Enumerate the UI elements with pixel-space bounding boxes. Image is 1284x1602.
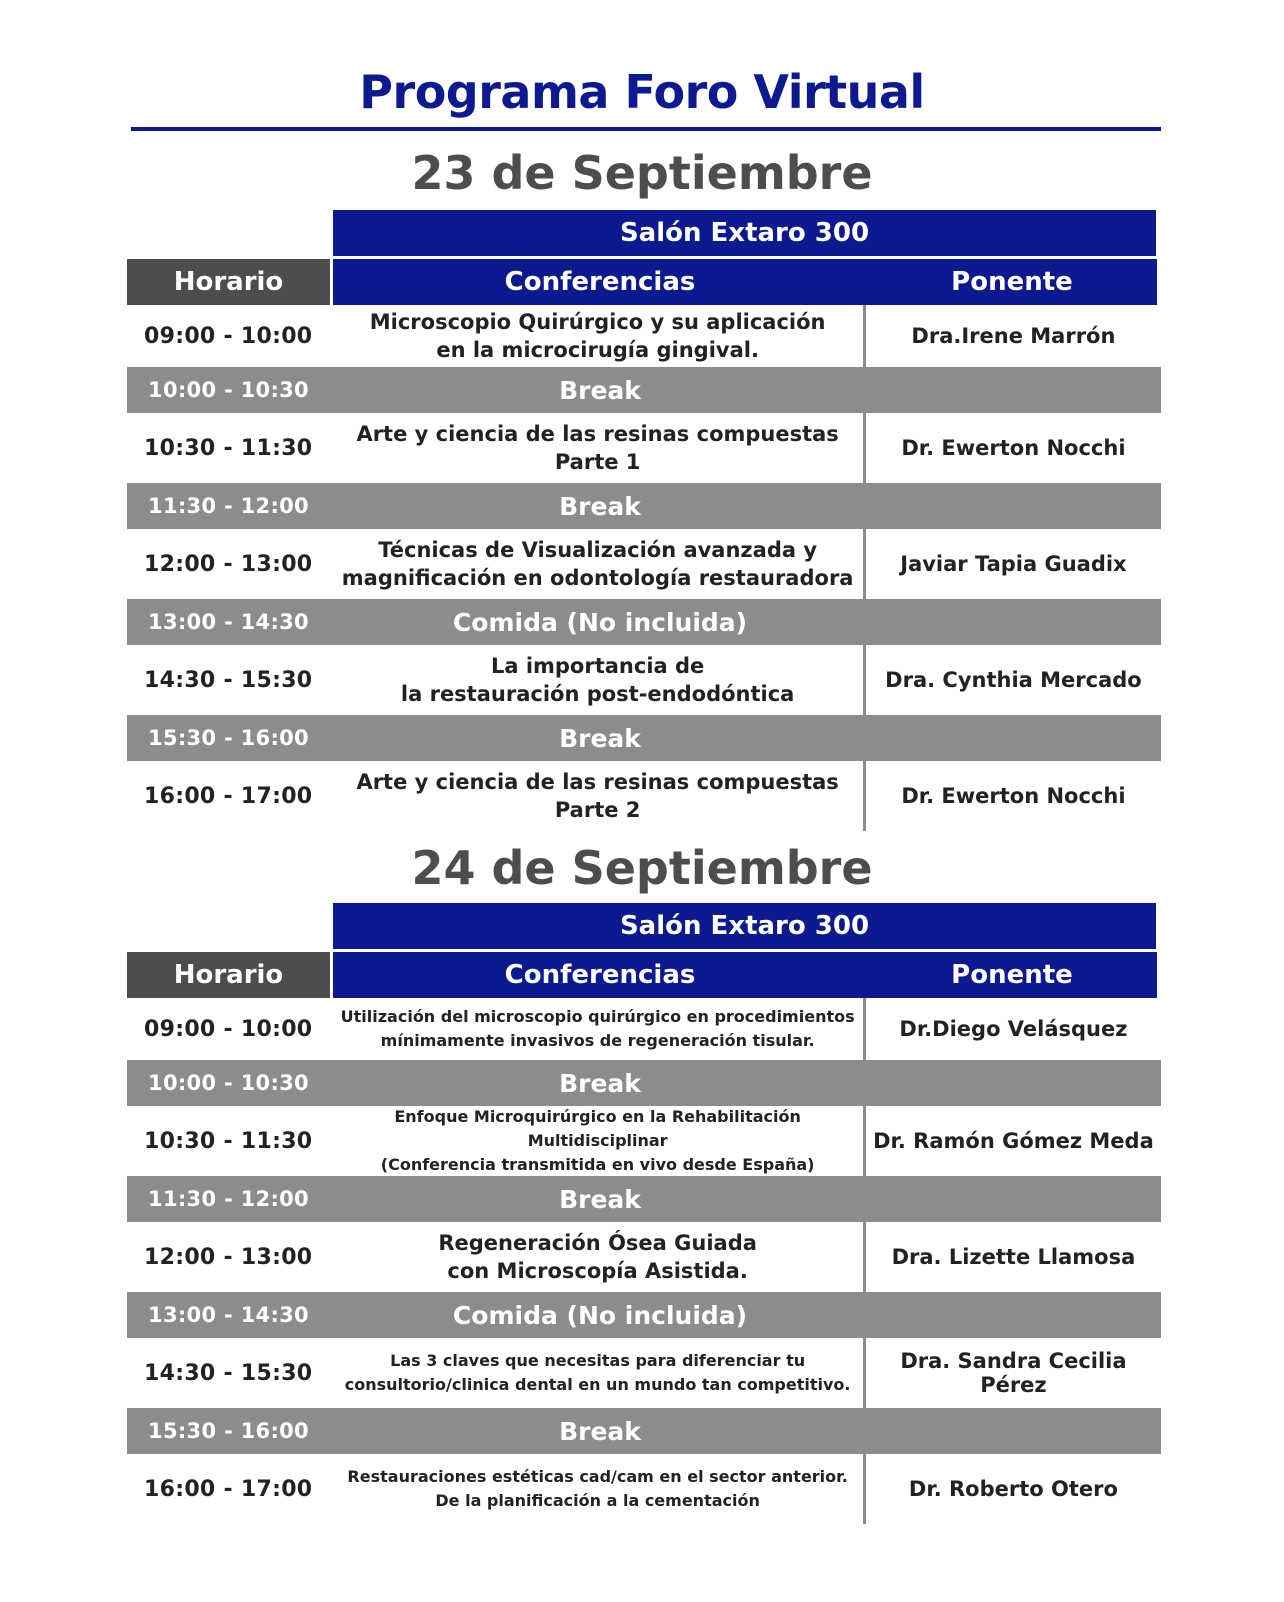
time-cell: 16:00 - 17:00: [144, 783, 313, 809]
header-horario: Horario: [127, 259, 330, 305]
break-label: Break: [559, 1416, 641, 1446]
break-row: [127, 715, 1161, 761]
table-row: [127, 1222, 1161, 1292]
time-cell: 15:30 - 16:00: [148, 1419, 309, 1443]
speaker-cell: Dr. Ramón Gómez Meda: [873, 1129, 1154, 1153]
table-row: [127, 1454, 1161, 1524]
table-row: [127, 998, 1161, 1060]
header-conferencias: Conferencias: [333, 259, 867, 305]
speaker-cell: Dra. Cynthia Mercado: [885, 668, 1142, 692]
break-label: Break: [559, 491, 641, 521]
header-horario: Horario: [127, 952, 330, 998]
speaker-cell: Dra. Lizette Llamosa: [891, 1245, 1136, 1269]
table-row: [127, 761, 1161, 831]
header-ponente: Ponente: [867, 259, 1157, 305]
break-label: Break: [559, 1068, 641, 1098]
day-heading: 23 de Septiembre: [411, 146, 873, 200]
time-cell: 12:00 - 13:00: [144, 551, 313, 577]
speaker-cell: Dr.Diego Velásquez: [899, 1017, 1128, 1041]
speaker-cell: Dra. Sandra Cecilia Pérez: [900, 1349, 1127, 1397]
lunch-row: [127, 1292, 1161, 1338]
time-cell: 10:00 - 10:30: [148, 378, 309, 402]
speaker-cell: Dr. Ewerton Nocchi: [901, 784, 1126, 808]
table-row: [127, 413, 1161, 483]
header-conferencias: Conferencias: [333, 952, 867, 998]
time-cell: 13:00 - 14:30: [148, 1303, 309, 1327]
schedule-table: [127, 903, 1161, 1524]
time-cell: 11:30 - 12:00: [148, 1187, 309, 1211]
time-cell: 16:00 - 17:00: [144, 1476, 313, 1502]
time-cell: 14:30 - 15:30: [144, 667, 313, 693]
header-ponente: Ponente: [867, 952, 1157, 998]
break-row: [127, 483, 1161, 529]
time-cell: 14:30 - 15:30: [144, 1360, 313, 1386]
conference-cell: Arte y ciencia de las resinas compuestas Parte 2: [332, 761, 865, 831]
time-cell: 11:30 - 12:00: [148, 494, 309, 518]
conference-cell: Microscopio Quirúrgico y su aplicación en la microcirugía gingival.: [332, 305, 865, 367]
page-title: Programa Foro Virtual: [359, 65, 925, 119]
break-row: [127, 367, 1161, 413]
speaker-cell: Javiar Tapia Guadix: [900, 552, 1127, 576]
break-row: [127, 1176, 1161, 1222]
conference-cell: La importancia de la restauración post-endodóntica: [332, 645, 865, 715]
table-row: [127, 1338, 1161, 1408]
conference-cell: Las 3 claves que necesitas para diferenciar tu consultorio/clinica dental en un mundo tan competitivo.: [332, 1338, 865, 1408]
lunch-label: Comida (No incluida): [452, 607, 748, 637]
table-row: [127, 645, 1161, 715]
time-cell: 10:00 - 10:30: [148, 1071, 309, 1095]
day-heading: 24 de Septiembre: [411, 841, 873, 895]
conference-cell: Enfoque Microquirúrgico en la Rehabilitación Multidisciplinar (Conferencia transmitida en vivo desde España): [332, 1106, 865, 1176]
time-cell: 09:00 - 10:00: [144, 323, 313, 349]
conference-cell: Arte y ciencia de las resinas compuestas Parte 1: [332, 413, 865, 483]
lunch-label: Comida (No incluida): [452, 1300, 748, 1330]
table-header: [127, 259, 1161, 305]
speaker-cell: Dr. Ewerton Nocchi: [901, 436, 1126, 460]
table-row: [127, 1106, 1161, 1176]
conference-cell: Técnicas de Visualización avanzada y magnificación en odontología restauradora: [332, 529, 865, 599]
lunch-row: [127, 599, 1161, 645]
conference-cell: Restauraciones estéticas cad/cam en el sector anterior. De la planificación a la cementación: [332, 1454, 865, 1524]
salon-header: Salón Extaro 300: [333, 210, 1156, 256]
time-cell: 13:00 - 14:30: [148, 610, 309, 634]
conference-cell: Regeneración Ósea Guiada con Microscopía Asistida.: [332, 1222, 865, 1292]
time-cell: 10:30 - 11:30: [144, 1128, 313, 1154]
schedule-table: [127, 210, 1161, 831]
break-label: Break: [559, 375, 641, 405]
time-cell: 12:00 - 13:00: [144, 1244, 313, 1270]
break-label: Break: [559, 1184, 641, 1214]
speaker-cell: Dr. Roberto Otero: [908, 1477, 1118, 1501]
speaker-cell: Dra.Irene Marrón: [911, 324, 1116, 348]
break-row: [127, 1408, 1161, 1454]
table-row: [127, 529, 1161, 599]
time-cell: 15:30 - 16:00: [148, 726, 309, 750]
title-divider: [131, 127, 1161, 131]
table-row: [127, 305, 1161, 367]
time-cell: 10:30 - 11:30: [144, 435, 313, 461]
break-label: Break: [559, 723, 641, 753]
conference-cell: Utilización del microscopio quirúrgico en procedimientos mínimamente invasivos de regeneración tisular.: [332, 998, 865, 1060]
table-header: [127, 952, 1161, 998]
break-row: [127, 1060, 1161, 1106]
time-cell: 09:00 - 10:00: [144, 1016, 313, 1042]
salon-header: Salón Extaro 300: [333, 903, 1156, 949]
